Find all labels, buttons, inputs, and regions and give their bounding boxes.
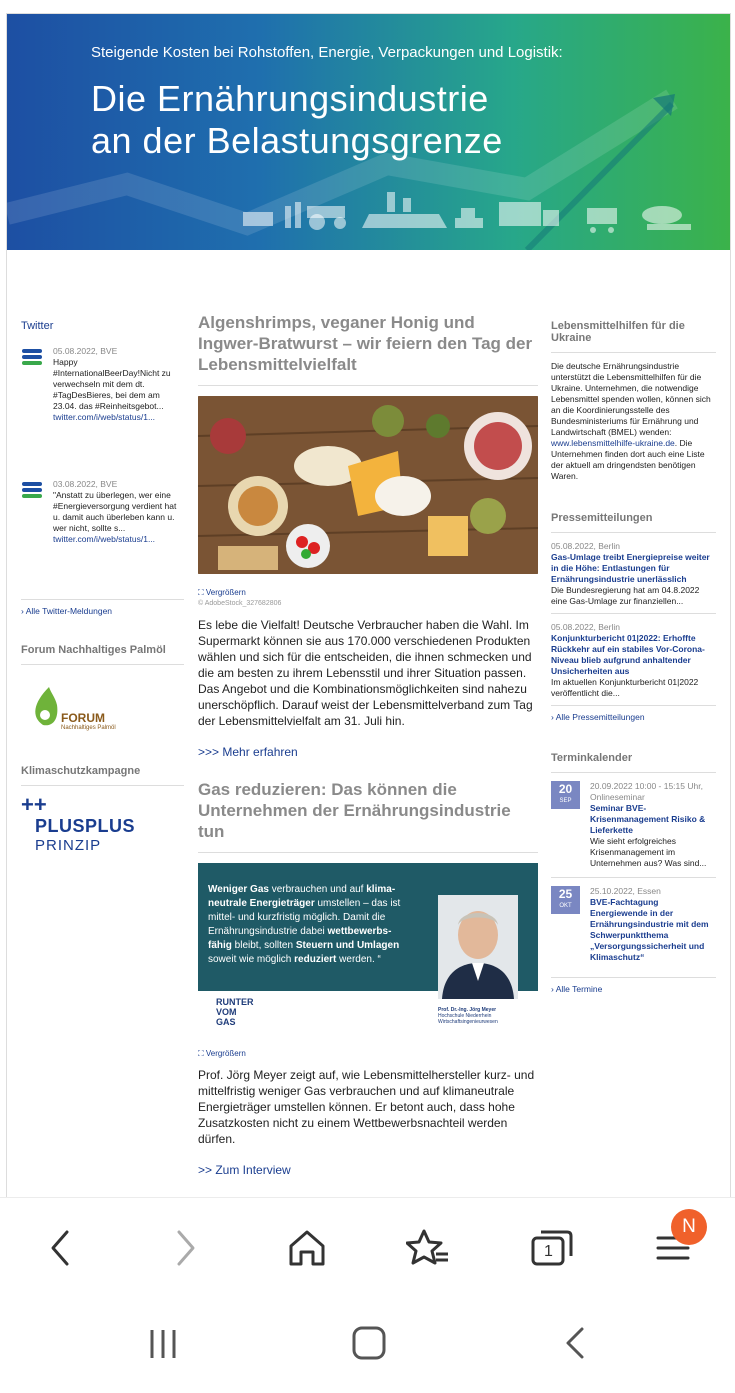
- divider: [551, 613, 716, 614]
- right-sidebar: [551, 320, 716, 994]
- banner-subtitle: Steigende Kosten bei Rohstoffen, Energie, Verpackungen und Logistik:: [91, 44, 563, 61]
- portrait-photo: [438, 895, 518, 999]
- tweet-text: Happy #InternationalBeerDay!Nicht zu verwechseln mit dem dt. #TagDesBieres, bei dem am 23.04. das #Reinheitsgebot...: [53, 357, 171, 411]
- person-portrait: [438, 895, 518, 999]
- web-page: [7, 14, 730, 1197]
- tweet-meta: 03.08.2022, BVE: [53, 479, 118, 489]
- tab-count: 1: [544, 1243, 553, 1260]
- back-button[interactable]: [32, 1220, 88, 1276]
- expand-icon: ⛶: [198, 1049, 204, 1058]
- article1-enlarge[interactable]: ⛶ Vergrößern: [198, 588, 246, 597]
- food-table-photo: [198, 396, 538, 574]
- tweet-link[interactable]: twitter.com/i/web/status/1...: [53, 412, 156, 422]
- divider: [21, 664, 184, 665]
- divider: [551, 772, 716, 773]
- bve-logo-icon: [21, 479, 43, 501]
- event-date-badge: 20 SEP: [551, 781, 580, 809]
- ukraine-link[interactable]: www.lebensmittelhilfe-ukraine.de: [551, 438, 675, 448]
- divider: [551, 877, 716, 878]
- all-events-link[interactable]: › Alle Termine: [551, 984, 603, 994]
- main-content: [198, 312, 538, 1177]
- event-date-badge: 25 OKT: [551, 886, 580, 914]
- divider: [551, 977, 716, 978]
- notification-badge[interactable]: N: [671, 1209, 707, 1245]
- bookmarks-button[interactable]: [400, 1220, 456, 1276]
- article1-more-link[interactable]: >>> Mehr erfahren: [198, 745, 298, 759]
- article1-headline[interactable]: Algenshrimps, veganer Honig und Ingwer-Bratwurst – wir feiern den Tag der Lebensmittelvielfalt: [198, 313, 533, 374]
- chevron-left-icon: [45, 1228, 75, 1268]
- klima-heading: Klimaschutzkampagne: [21, 765, 141, 777]
- person-caption: Prof. Dr.-Ing. Jörg Meyer Hochschule Niederrhein Wirtschaftsingenieurwesen: [438, 1007, 498, 1025]
- divider: [551, 532, 716, 533]
- article1-image[interactable]: [198, 396, 538, 574]
- divider: [551, 705, 716, 706]
- banner-title: Die Ernährungsindustrie an der Belastungsgrenze: [91, 78, 503, 161]
- tweet-item[interactable]: [21, 479, 184, 545]
- divider: [21, 785, 184, 786]
- all-twitter-link[interactable]: › Alle Twitter-Meldungen: [21, 606, 113, 616]
- tweet-item[interactable]: [21, 346, 184, 423]
- chevron-right-icon: [171, 1228, 201, 1268]
- home-system-button[interactable]: [351, 1325, 387, 1366]
- forward-button[interactable]: [158, 1220, 214, 1276]
- divider: [198, 385, 538, 386]
- article2-enlarge[interactable]: ⛶ Vergrößern: [198, 1049, 246, 1058]
- hero-banner[interactable]: [7, 14, 730, 250]
- back-chevron-icon: [562, 1326, 588, 1360]
- ukraine-heading: Lebensmittelhilfen für die Ukraine: [551, 320, 685, 344]
- plusplus-logo[interactable]: ++ PLUSPLUS PRINZIP: [21, 792, 136, 854]
- browser-toolbar: [0, 1197, 735, 1294]
- tweet-link[interactable]: twitter.com/i/web/status/1...: [53, 534, 156, 544]
- article2-headline[interactable]: Gas reduzieren: Das können die Unternehmen der Ernährungsindustrie tun: [198, 780, 511, 841]
- event-item[interactable]: 25 OKT 25.10.2022, Essen BVE-Fachtagung Energiewende in der Ernährungsindustrie mit dem Schwerpunktthema „Versorgungssicherheit und Klimaschutz“: [551, 886, 716, 963]
- runter-vom-gas-logo: RUNTER VOM GAS: [216, 997, 254, 1027]
- home-square-icon: [351, 1325, 387, 1361]
- left-sidebar: [21, 320, 184, 862]
- ukraine-text: Die deutsche Ernährungsindustrie unterstützt die Lebensmittelhilfen für die Ukraine. Unternehmen, die notwendige Lebensmittel spenden wollen, können sich an die Koordinierungsstelle des Bundesministeriums für Ernährung und Landwirtschaft (BMEL) wenden: www.lebensmittelhilfe-ukraine.de. Die Unternehmen finden dort auch eine Liste der aktuell am dringendsten benötigen Waren.: [551, 361, 711, 481]
- recent-apps-icon: [146, 1327, 182, 1361]
- tweet-text: "Anstatt zu überlegen, wer eine #Energieversorgung verdient hat u. damit auch überleben kann u. wer nicht, sollte s...: [53, 490, 177, 533]
- home-icon: [287, 1228, 327, 1268]
- forum-palmoel-logo[interactable]: FORUM Nachhaltiges Palmöl: [21, 671, 184, 751]
- twitter-heading: Twitter: [21, 320, 54, 332]
- all-press-link[interactable]: › Alle Pressemitteilungen: [551, 712, 645, 722]
- recent-apps-button[interactable]: [146, 1327, 182, 1366]
- press-item[interactable]: 05.08.2022, Berlin Konjunkturbericht 01|2022: Erhoffte Rückkehr auf ein stabiles Vor-Corona-Niveau blieb aufgrund anhaltender Unsicherheiten aus Im aktuellen Konjunkturbericht 01|2022 veröffentlicht die...: [551, 622, 705, 698]
- article1-body: Es lebe die Vielfalt! Deutsche Verbraucher haben die Wahl. Im Supermarkt können sie aus 170.000 verschiedenen Produkten wählen und sich für die entscheiden, die ihnen schmecken und die am besten zu ihrem Lebensstil und ihrer Situation passen. Das Angebot und die Kombinationsmöglichkeiten sind nahezu unerschöpflich. Darauf weist der Lebensmittelverband zum Tag der Lebensmittelvielfalt am 31. Juli hin.: [198, 618, 533, 728]
- home-button[interactable]: [279, 1220, 335, 1276]
- event-item[interactable]: 20 SEP 20.09.2022 10:00 - 15:15 Uhr, Onlineseminar Seminar BVE-Krisenmanagement Risiko & Lieferkette Wie sieht erfolgreiches Krisenmanagement im Unternehmen aus? Was sind...: [551, 781, 716, 869]
- tweet-meta: 05.08.2022, BVE: [53, 346, 118, 356]
- press-heading: Pressemitteilungen: [551, 512, 653, 524]
- article2-body: Prof. Jörg Meyer zeigt auf, wie Lebensmittelhersteller kurz- und mittelfristig weniger Gas verbrauchen und auf klimaneutrale Energieträger umstellen können. Er betont auch, dass hohe Zusatzkosten nicht zu einem Wettbewerbsnachteil werden dürfen.: [198, 1068, 535, 1146]
- system-nav-bar: [0, 1293, 735, 1393]
- star-list-icon: [406, 1228, 450, 1268]
- tabs-button[interactable]: [523, 1220, 579, 1276]
- divider: [21, 599, 184, 600]
- article2-image[interactable]: [198, 863, 538, 1035]
- article1-credit: © AdobeStock_327682806: [198, 600, 282, 607]
- expand-icon: ⛶: [198, 588, 204, 597]
- events-heading: Terminkalender: [551, 752, 633, 764]
- press-item[interactable]: 05.08.2022, Berlin Gas-Umlage treibt Energiepreise weiter in die Höhe: Entlastungen für Ernährungsindustrie unerlässlich Die Bundesregierung hat am 04.8.2022 eine Gas-Umlage zur finanziellen...: [551, 541, 710, 606]
- divider: [198, 852, 538, 853]
- palmoel-heading: Forum Nachhaltiges Palmöl: [21, 644, 166, 656]
- divider: [551, 352, 716, 353]
- back-system-button[interactable]: [562, 1326, 588, 1365]
- quote-text: Weniger Gas verbrauchen und auf klima- neutrale Energieträger umstellen – das ist mittel- und kurzfristig möglich. Damit die Ernährungsindustrie dabei wettbewerbs- fähig bleibt, sollten Steuern und Umlagen soweit wie möglich reduziert werden. “: [208, 884, 401, 965]
- bve-logo-icon: [21, 346, 43, 368]
- article2-more-link[interactable]: >> Zum Interview: [198, 1163, 291, 1177]
